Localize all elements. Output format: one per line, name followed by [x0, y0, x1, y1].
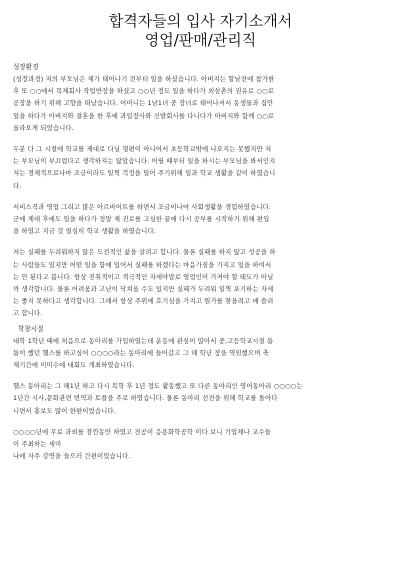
text-line: 는 안 된다고 봅니다. 항상 진취적이고 적극적인 자세야말로 영업인이 가져야 할 태도가 아닐 [13, 273, 274, 281]
text-line: 저는 실패를 두려워하지 않은 도전적인 삶을 살려고 합니다. 물론 실패를 하지 않고 성공을 하 [13, 249, 276, 257]
text-line: 는 사람들도 있지만 어떤 일을 함에 있어서 실패를 하겠다는 마음가짐을 가지고 일을 하여서 [13, 261, 272, 269]
paragraph [13, 427, 388, 464]
text-line: 을 하였고 지금 것 열심히 학교 생활을 하였습니다. [13, 228, 156, 236]
text-line: 두분 다 그 시절에 학교를 제대로 다닐 형편이 아니어서 초등학교밖에 나오지는 못했지만 저 [13, 146, 272, 154]
text-line: 틈이 했던 헬스를 하고싶어 ○○○○라는 동아리에 들어갔고 그 해 학년 장을 역임했으며 축 [13, 349, 269, 357]
title-line-2: 영업/판매/관리직 [144, 31, 257, 49]
text-line: 올라오게 되었습니다. [13, 124, 74, 132]
text-line: 1년간 시사,문화관련 번역과 토플을 주로 하였습니다. 물론 동아리 선전을 위해 학교를 돌아다 [13, 395, 278, 403]
text-line: 서비스직과 영업 그리고 많은 아르바이트를 하면서 조금이나마 사회생활을 경험하였습니다. [13, 203, 272, 211]
paragraph [13, 74, 388, 135]
paragraph [13, 247, 388, 320]
text-line: 저는 경제적으로나마 조금이라도 일찍 걱정을 덜어 주기위해 일과 학교 생활을 같이 하였습니 [13, 170, 276, 178]
text-line: 는 부모님이 부끄럽다고 생각하지는 않았습니다. 어릴 때부터 일을 하시는 부모님을 봐서인지 [13, 158, 276, 166]
text-line: 일을 하다가 아버지와 결혼을 한 후에 과일장사와 신발회사를 다니다가 아버지와 함께 ○○로 [13, 112, 275, 120]
text-line: 니면서 홍보도 많이 한편이었습니다. [13, 407, 116, 415]
paragraph [13, 144, 388, 193]
text-line: (성장과정) 저의 부모님은 제가 태어나기 전부터 일을 하셨습니다. 아버지는 할남전에 참가한 [13, 76, 275, 83]
paragraph [13, 202, 388, 239]
section-heading-school: 학창시절 [18, 324, 44, 333]
section-heading-growth: 성장환경 [13, 63, 39, 71]
text-line: 나에 자주 강연을 들으러 간편이었습니다. [13, 453, 131, 461]
text-line: 헬스 동아리는 그 해1년 하고 다시 복학 후 1년 정도 활동했고 또 다른 동아리인 영어동아리 ○○○○는 [13, 383, 303, 391]
text-line: 이 주최하는 세미 [13, 441, 62, 449]
text-line: 까 생각합니다. 물론 어려움과 고난이 닥쳐올 수도 있지만 실패가 두려워 일찍 포기하는 자세 [13, 286, 274, 294]
text-line: 공장을 하기 위해 고향을 떠났습니다. 어머니는 1남1녀 중 장녀로 태어나셔서 동생들과 집안 [13, 100, 274, 108]
document-title [13, 12, 388, 50]
text-line: 후 또 ○○에서 목재회사 작업반장을 하셨고 ○○년 정도 일을 하다가 외삼촌의 권유로 ○○로 [13, 88, 275, 96]
paragraph [13, 381, 388, 418]
text-line: 는 좋지 못하다고 생각합니다. 그래서 항상 주위에 호기심을 가지고 뭔가를 찾을려고 애 쓸려 [13, 298, 274, 306]
text-line: 대학 1학년 때에 처음으로 동아리를 가입하였는데 운동에 관심이 많아서 중,고등학교시절 틈 [13, 337, 274, 345]
text-line: 고 합니다. [13, 310, 43, 318]
text-line: 군에 제대 후에도 일을 하다가 정말 제 진로를 고심한 끝에 다시 공부를 시작하기 위해 편입 [13, 216, 270, 224]
paragraph [13, 336, 388, 373]
text-line: 다. [13, 182, 22, 190]
title-line-1: 합격자들의 입사 자기소개서 [108, 12, 293, 30]
text-line: 제기간에 미미수에 대회도 개최하였습니다. [13, 362, 135, 370]
text-line: ○○○○년에 무료 과외를 잠깐동안 하였고 전공이 응용화학공학 이다 보니 기업체나 교수들 [13, 428, 271, 436]
